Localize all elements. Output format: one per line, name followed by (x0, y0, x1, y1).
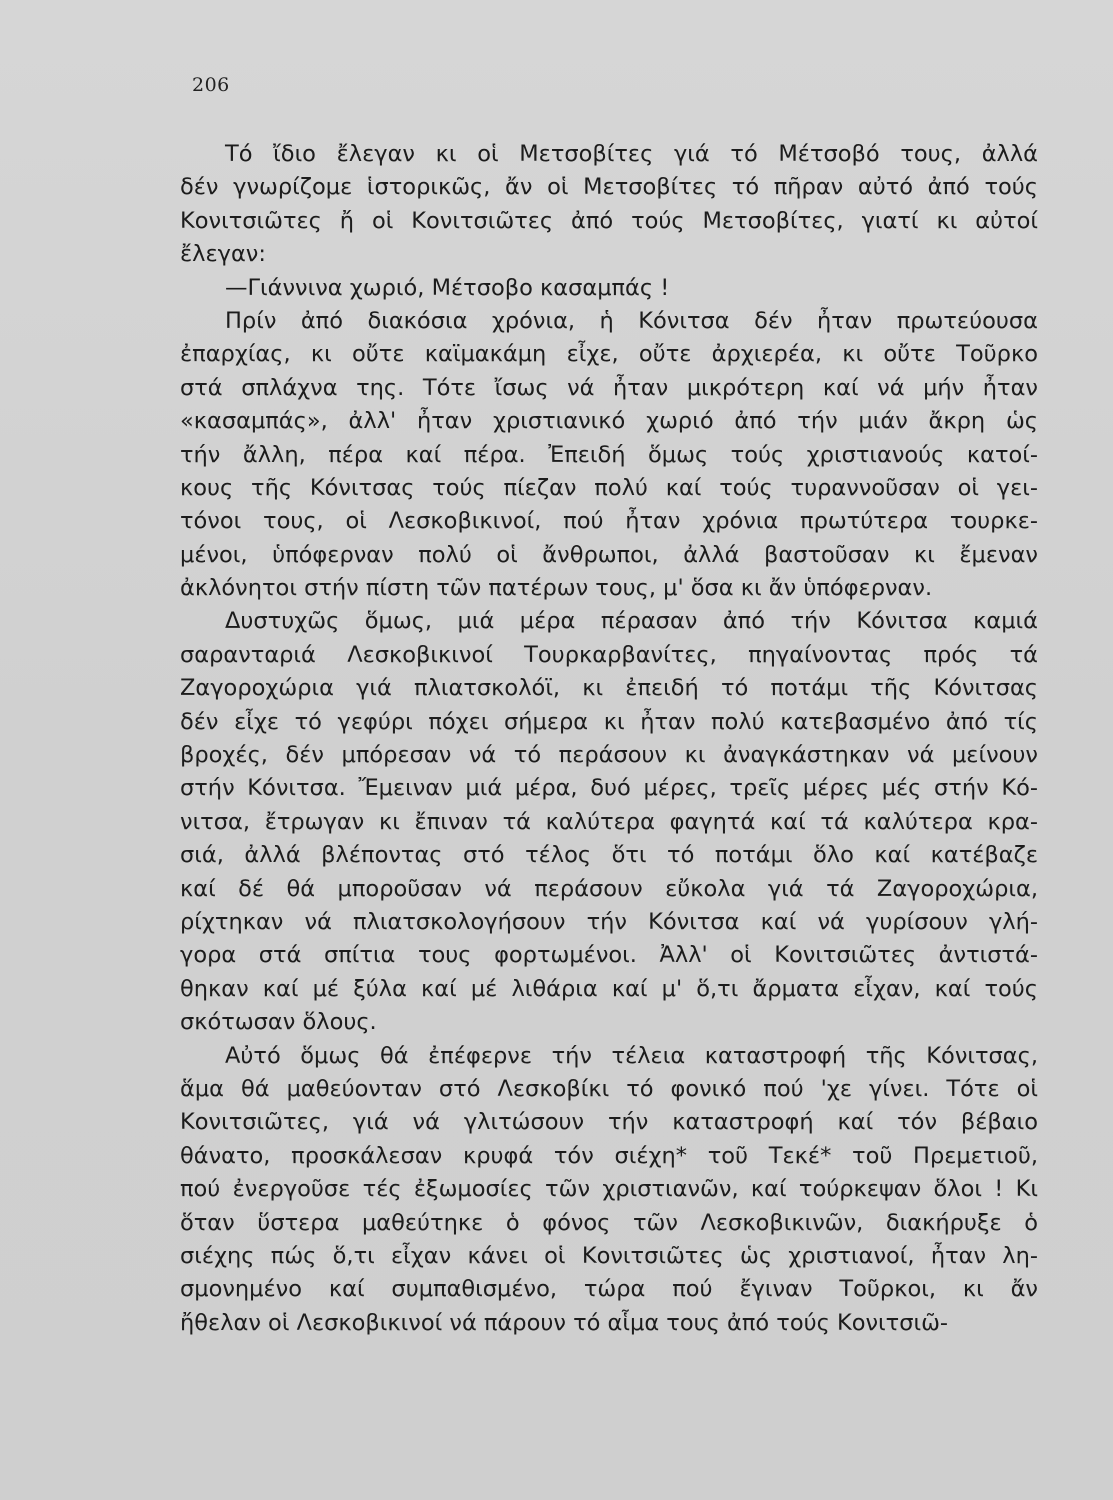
text-line: στά σπλάχνα της. Τότε ἴσως νά ἦταν μικρότερη καί νά μήν ἦταν (180, 374, 1038, 401)
text-line: ἐπαρχίας, κι οὔτε καϊμακάμη εἶχε, οὔτε ἀρχιερέα, κι οὔτε Τοῦρκο (180, 341, 1038, 368)
body-text (180, 138, 1038, 1340)
text-line: πού ἐνεργοῦσε τές ἐξωμοσίες τῶν χριστιανῶν, καί τούρκεψαν ὅλοι ! Κι (180, 1176, 1038, 1203)
text-line: Κονιτσιῶτες, γιά νά γλιτώσουν τήν καταστροφή καί τόν βέβαιο (180, 1109, 1038, 1136)
text-line: ἔλεγαν: (180, 241, 266, 268)
text-line: ἀκλόνητοι στήν πίστη τῶν πατέρων τους, μ' ὅσα κι ἄν ὑπόφερναν. (180, 575, 933, 602)
text-line: δέν γνωρίζομε ἱστορικῶς, ἄν οἱ Μετσοβίτες τό πῆραν αὐτό ἀπό τούς (180, 174, 1038, 201)
text-line: σμονημένο καί συμπαθισμένο, τώρα πού ἔγιναν Τοῦρκοι, κι ἄν (180, 1276, 1038, 1303)
text-line: βροχές, δέν μπόρεσαν νά τό περάσουν κι ἀναγκάστηκαν νά μείνουν (180, 742, 1038, 769)
text-line: κους τῆς Κόνιτσας τούς πίεζαν πολύ καί τούς τυραννοῦσαν οἱ γει- (180, 474, 1038, 501)
text-line: θάνατο, προσκάλεσαν κρυφά τόν σιέχη* τοῦ Τεκέ* τοῦ Πρεμετιοῦ, (180, 1142, 1038, 1169)
text-line: σαρανταριά Λεσκοβικινοί Τουρκαρβανίτες, πηγαίνοντας πρός τά (180, 641, 1038, 668)
text-line: νιτσα, ἔτρωγαν κι ἔπιναν τά καλύτερα φαγητά καί τά καλύτερα κρα- (180, 808, 1038, 835)
text-line: ρίχτηκαν νά πλιατσκολογήσουν τήν Κόνιτσα καί νά γυρίσουν γλή- (180, 908, 1038, 935)
text-line: σιά, ἀλλά βλέποντας στό τέλος ὅτι τό ποτάμι ὅλο καί κατέβαζε (180, 842, 1038, 869)
text-line: δέν εἶχε τό γεφύρι πόχει σήμερα κι ἦταν πολύ κατεβασμένο ἀπό τίς (180, 708, 1038, 735)
text-line: τήν ἄλλη, πέρα καί πέρα. Ἐπειδή ὅμως τούς χριστιανούς κατοί- (180, 441, 1038, 468)
text-line: θηκαν καί μέ ξύλα καί μέ λιθάρια καί μ' ὅ,τι ἄρματα εἶχαν, καί τούς (180, 975, 1038, 1002)
text-line: ὅταν ὕστερα μαθεύτηκε ὁ φόνος τῶν Λεσκοβικινῶν, διακήρυξε ὁ (180, 1209, 1038, 1236)
text-line: Πρίν ἀπό διακόσια χρόνια, ἡ Κόνιτσα δέν ἦταν πρωτεύουσα (225, 307, 1038, 334)
text-line: Ζαγοροχώρια γιά πλιατσκολόϊ, κι ἐπειδή τό ποτάμι τῆς Κόνιτσας (180, 675, 1038, 702)
text-line: ἤθελαν οἱ Λεσκοβικινοί νά πάρουν τό αἷμα τους ἀπό τούς Κονιτσιῶ- (180, 1309, 949, 1336)
text-line: ἅμα θά μαθεύονταν στό Λεσκοβίκι τό φονικό πού 'χε γίνει. Τότε οἱ (180, 1075, 1038, 1102)
page-number: 206 (192, 74, 230, 96)
text-line: σκότωσαν ὅλους. (180, 1009, 377, 1036)
text-line: Αὐτό ὅμως θά ἐπέφερνε τήν τέλεια καταστροφή τῆς Κόνιτσας, (225, 1042, 1038, 1069)
text-line: Τό ἴδιο ἔλεγαν κι οἱ Μετσοβίτες γιά τό Μέτσοβό τους, ἀλλά (225, 141, 1038, 167)
text-line: Κονιτσιῶτες ἤ οἱ Κονιτσιῶτες ἀπό τούς Μετσοβίτες, γιατί κι αὐτοί (180, 207, 1038, 234)
text-line: Δυστυχῶς ὅμως, μιά μέρα πέρασαν ἀπό τήν Κόνιτσα καμιά (225, 608, 1038, 635)
text-line: μένοι, ὑπόφερναν πολύ οἱ ἄνθρωποι, ἀλλά βαστοῦσαν κι ἔμεναν (180, 541, 1038, 568)
text-line: σιέχης πώς ὅ,τι εἶχαν κάνει οἱ Κονιτσιῶτες ὡς χριστιανοί, ἦταν λη- (180, 1242, 1038, 1269)
text-line: τόνοι τους, οἱ Λεσκοβικινοί, πού ἦταν χρόνια πρωτύτερα τουρκε- (180, 508, 1038, 535)
text-line: καί δέ θά μποροῦσαν νά περάσουν εὔκολα γιά τά Ζαγοροχώρια, (180, 875, 1038, 902)
text-line: γορα στά σπίτια τους φορτωμένοι. Ἀλλ' οἱ Κονιτσιῶτες ἀντιστά- (180, 942, 1038, 969)
text-line: «κασαμπάς», ἀλλ' ἦταν χριστιανικό χωριό ἀπό τήν μιάν ἄκρη ὡς (180, 408, 1038, 435)
text-line: —Γιάννινα χωριό, Μέτσοβο κασαμπάς ! (225, 274, 670, 301)
text-line: στήν Κόνιτσα. Ἔμειναν μιά μέρα, δυό μέρες, τρεῖς μέρες μές στήν Κό- (180, 775, 1038, 802)
